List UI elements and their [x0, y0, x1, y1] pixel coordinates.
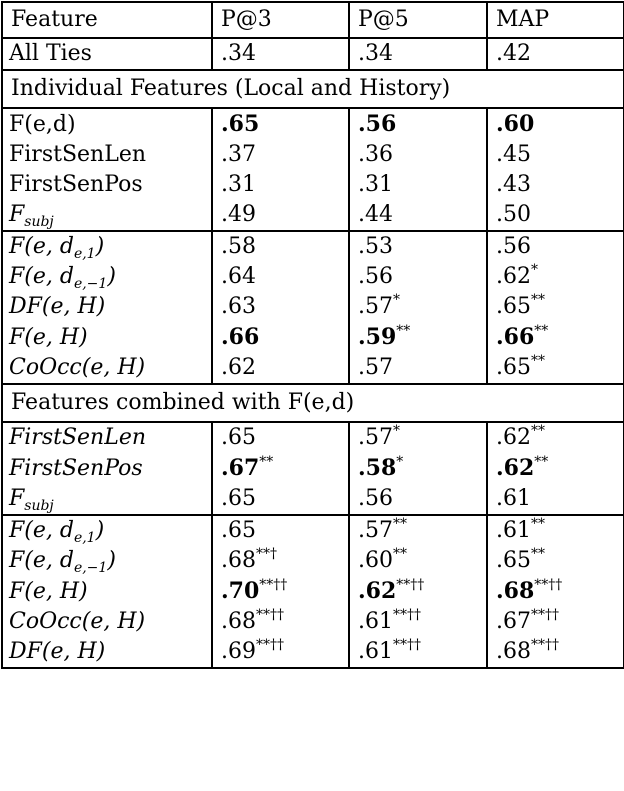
value: .59: [358, 324, 397, 350]
significance-marker: **: [396, 323, 411, 339]
feature-suffix: ): [107, 548, 116, 573]
table-row: [2, 422, 624, 453]
table-row: [2, 637, 624, 668]
feature-name: F(e, d: [9, 548, 74, 573]
value-cell-p3: [212, 453, 349, 484]
section-title: Individual Features (Local and History): [2, 70, 624, 108]
value-cell-p3: [212, 108, 349, 140]
feature-name: F: [9, 202, 25, 227]
feature-name: F(e, d: [9, 518, 74, 543]
value-cell-map: [487, 292, 624, 322]
value-cell-p5: [349, 200, 487, 231]
feature-subscript: e,−1: [73, 560, 108, 576]
value: .66: [496, 324, 535, 350]
value-cell-p5: [349, 231, 487, 262]
value: .43: [496, 172, 531, 197]
feature-subscript: e,1: [73, 530, 96, 546]
value: .68: [221, 609, 256, 634]
value: .44: [358, 202, 393, 227]
value-cell-p3: [212, 422, 349, 453]
header-feature: Feature: [2, 2, 212, 38]
section-row: [2, 384, 624, 422]
table-row: [2, 607, 624, 637]
feature-subscript: e,−1: [73, 276, 108, 292]
table-header: [2, 2, 624, 38]
value-cell-map: [487, 515, 624, 546]
value: .61: [358, 639, 393, 664]
value-cell-p5: [349, 453, 487, 484]
value-cell-p3: [212, 231, 349, 262]
significance-marker: **: [393, 516, 407, 532]
feature-cell: [2, 292, 212, 322]
value: .67: [496, 609, 531, 634]
value-cell-p3: [212, 637, 349, 668]
value-cell-p5: [349, 422, 487, 453]
value: .68: [496, 578, 535, 604]
value: .34: [221, 41, 256, 66]
value-cell-p5: [349, 607, 487, 637]
feature-cell: [2, 453, 212, 484]
significance-marker: *: [531, 262, 538, 278]
value-cell-p3: [212, 262, 349, 292]
feature-name: F(e, d: [9, 264, 74, 289]
significance-marker: **††: [531, 637, 559, 653]
value-cell-map: [487, 576, 624, 607]
feature-name: F(e, H): [9, 578, 88, 604]
value-cell-p3: [212, 170, 349, 200]
section-row: [2, 70, 624, 108]
value-cell-p3: [212, 322, 349, 353]
value: .65: [221, 111, 260, 137]
value-cell-p3: [212, 546, 349, 576]
value: .50: [496, 202, 531, 227]
feature-name: F(e, d: [9, 234, 74, 259]
value-cell-p3: [212, 484, 349, 515]
feature-cell: [2, 140, 212, 170]
value-cell-p3: [212, 515, 349, 546]
value-cell-map: [487, 170, 624, 200]
feature-name: FirstSenPos: [9, 172, 143, 197]
value-cell-p5: [349, 515, 487, 546]
value: .49: [221, 202, 256, 227]
value: .62: [496, 455, 535, 481]
value: .56: [358, 486, 393, 511]
significance-marker: *: [396, 454, 404, 470]
table-row: [2, 170, 624, 200]
value-cell-p5: [349, 484, 487, 515]
feature-cell: [2, 515, 212, 546]
value-cell-map: [487, 422, 624, 453]
value: .57: [358, 355, 393, 380]
feature-subscript: subj: [24, 498, 54, 514]
row-group: [2, 38, 624, 70]
value: .62: [358, 578, 397, 604]
value-cell-p5: [349, 576, 487, 607]
significance-marker: **†: [256, 546, 277, 562]
value-cell-map: [487, 353, 624, 384]
feature-cell: [2, 637, 212, 668]
table-row: [2, 484, 624, 515]
feature-subscript: e,1: [73, 246, 96, 262]
value: .65: [496, 548, 531, 573]
section-header: [2, 70, 624, 108]
section-header: [2, 384, 624, 422]
value-cell-map: [487, 108, 624, 140]
value: .31: [221, 172, 256, 197]
feature-name: All Ties: [9, 41, 92, 66]
value: .42: [496, 41, 531, 66]
significance-marker: **: [393, 546, 407, 562]
value: .61: [496, 518, 531, 543]
feature-name: F(e,d): [9, 111, 76, 137]
feature-name: FirstSenLen: [9, 425, 147, 450]
value-cell-p5: [349, 292, 487, 322]
value: .70: [221, 578, 260, 604]
value: .60: [496, 111, 535, 137]
value-cell-p5: [349, 38, 487, 70]
table-row: [2, 453, 624, 484]
feature-name: DF(e, H): [9, 639, 106, 664]
feature-cell: [2, 484, 212, 515]
value: .66: [221, 324, 260, 350]
significance-marker: *: [393, 423, 400, 439]
value: .56: [358, 264, 393, 289]
feature-cell: [2, 422, 212, 453]
value: .60: [358, 548, 393, 573]
table-row: [2, 262, 624, 292]
significance-marker: **††: [396, 577, 425, 593]
table-row: [2, 38, 624, 70]
table-row: [2, 108, 624, 140]
value: .53: [358, 234, 393, 259]
value: .56: [358, 111, 397, 137]
feature-cell: [2, 231, 212, 262]
feature-cell: [2, 108, 212, 140]
value-cell-map: [487, 484, 624, 515]
value-cell-map: [487, 262, 624, 292]
header-row: [2, 2, 624, 38]
feature-name: CoOcc(e, H): [9, 609, 146, 634]
value: .63: [221, 294, 256, 319]
value: .62: [221, 355, 256, 380]
table-row: [2, 576, 624, 607]
significance-marker: **: [531, 292, 545, 308]
value: .69: [221, 639, 256, 664]
value-cell-map: [487, 200, 624, 231]
value: .65: [221, 425, 256, 450]
feature-cell: [2, 353, 212, 384]
value: .68: [221, 548, 256, 573]
significance-marker: **: [534, 454, 549, 470]
value-cell-p5: [349, 546, 487, 576]
value-cell-map: [487, 140, 624, 170]
feature-cell: [2, 322, 212, 353]
feature-name: DF(e, H): [9, 294, 106, 319]
significance-marker: **††: [259, 577, 288, 593]
value: .58: [221, 234, 256, 259]
value: .45: [496, 142, 531, 167]
value: .64: [221, 264, 256, 289]
value: .68: [496, 639, 531, 664]
feature-suffix: ): [95, 234, 105, 259]
value: .57: [358, 294, 393, 319]
value-cell-map: [487, 231, 624, 262]
value: .37: [221, 142, 256, 167]
value: .62: [496, 425, 531, 450]
value: .67: [221, 455, 260, 481]
header-p5: P@5: [349, 2, 487, 38]
feature-suffix: ): [107, 264, 116, 289]
feature-cell: [2, 38, 212, 70]
value: .65: [221, 486, 256, 511]
value: .34: [358, 41, 393, 66]
value-cell-map: [487, 637, 624, 668]
significance-marker: **††: [393, 607, 421, 623]
table-row: [2, 200, 624, 231]
value-cell-p5: [349, 637, 487, 668]
value-cell-p3: [212, 576, 349, 607]
significance-marker: **: [259, 454, 274, 470]
row-group: [2, 515, 624, 668]
value-cell-map: [487, 38, 624, 70]
feature-name: F(e, H): [9, 324, 88, 350]
significance-marker: **: [534, 323, 549, 339]
table-row: [2, 231, 624, 262]
feature-name: F: [9, 486, 25, 511]
significance-marker: **††: [531, 607, 559, 623]
significance-marker: **: [531, 353, 545, 369]
value: .31: [358, 172, 393, 197]
value-cell-p5: [349, 322, 487, 353]
value: .62: [496, 264, 531, 289]
significance-marker: *: [393, 292, 400, 308]
significance-marker: **: [531, 423, 545, 439]
feature-subscript: subj: [24, 214, 54, 230]
significance-marker: **††: [256, 637, 284, 653]
header-p3: P@3: [212, 2, 349, 38]
row-group: [2, 108, 624, 231]
header-map: MAP: [487, 2, 624, 38]
value-cell-map: [487, 453, 624, 484]
feature-cell: [2, 200, 212, 231]
value-cell-map: [487, 322, 624, 353]
value: .65: [496, 294, 531, 319]
table-row: [2, 292, 624, 322]
feature-cell: [2, 170, 212, 200]
value: .56: [496, 234, 531, 259]
row-group: [2, 231, 624, 384]
value-cell-p3: [212, 607, 349, 637]
row-group: [2, 422, 624, 515]
significance-marker: **††: [393, 637, 421, 653]
section-title: Features combined with F(e,d): [2, 384, 624, 422]
value: .36: [358, 142, 393, 167]
table-row: [2, 140, 624, 170]
value-cell-p3: [212, 353, 349, 384]
value-cell-p3: [212, 292, 349, 322]
significance-marker: **: [531, 546, 545, 562]
feature-cell: [2, 576, 212, 607]
table-row: [2, 353, 624, 384]
feature-name: CoOcc(e, H): [9, 355, 146, 380]
value: .58: [358, 455, 397, 481]
value-cell-p3: [212, 38, 349, 70]
feature-cell: [2, 607, 212, 637]
value: .65: [496, 355, 531, 380]
value-cell-p5: [349, 170, 487, 200]
value-cell-p5: [349, 108, 487, 140]
value-cell-p5: [349, 353, 487, 384]
value-cell-p5: [349, 140, 487, 170]
value-cell-map: [487, 607, 624, 637]
table-row: [2, 515, 624, 546]
feature-cell: [2, 262, 212, 292]
results-table: [1, 1, 624, 669]
value-cell-p5: [349, 262, 487, 292]
value: .65: [221, 518, 256, 543]
value-cell-p3: [212, 200, 349, 231]
value-cell-map: [487, 546, 624, 576]
value: .57: [358, 425, 393, 450]
table-row: [2, 546, 624, 576]
significance-marker: **: [531, 516, 545, 532]
value-cell-p3: [212, 140, 349, 170]
feature-name: FirstSenPos: [9, 455, 143, 481]
value: .57: [358, 518, 393, 543]
significance-marker: **††: [256, 607, 284, 623]
value: .61: [358, 609, 393, 634]
feature-suffix: ): [95, 518, 105, 543]
significance-marker: **††: [534, 577, 563, 593]
table-row: [2, 322, 624, 353]
feature-name: FirstSenLen: [9, 142, 147, 167]
feature-cell: [2, 546, 212, 576]
value: .61: [496, 486, 531, 511]
